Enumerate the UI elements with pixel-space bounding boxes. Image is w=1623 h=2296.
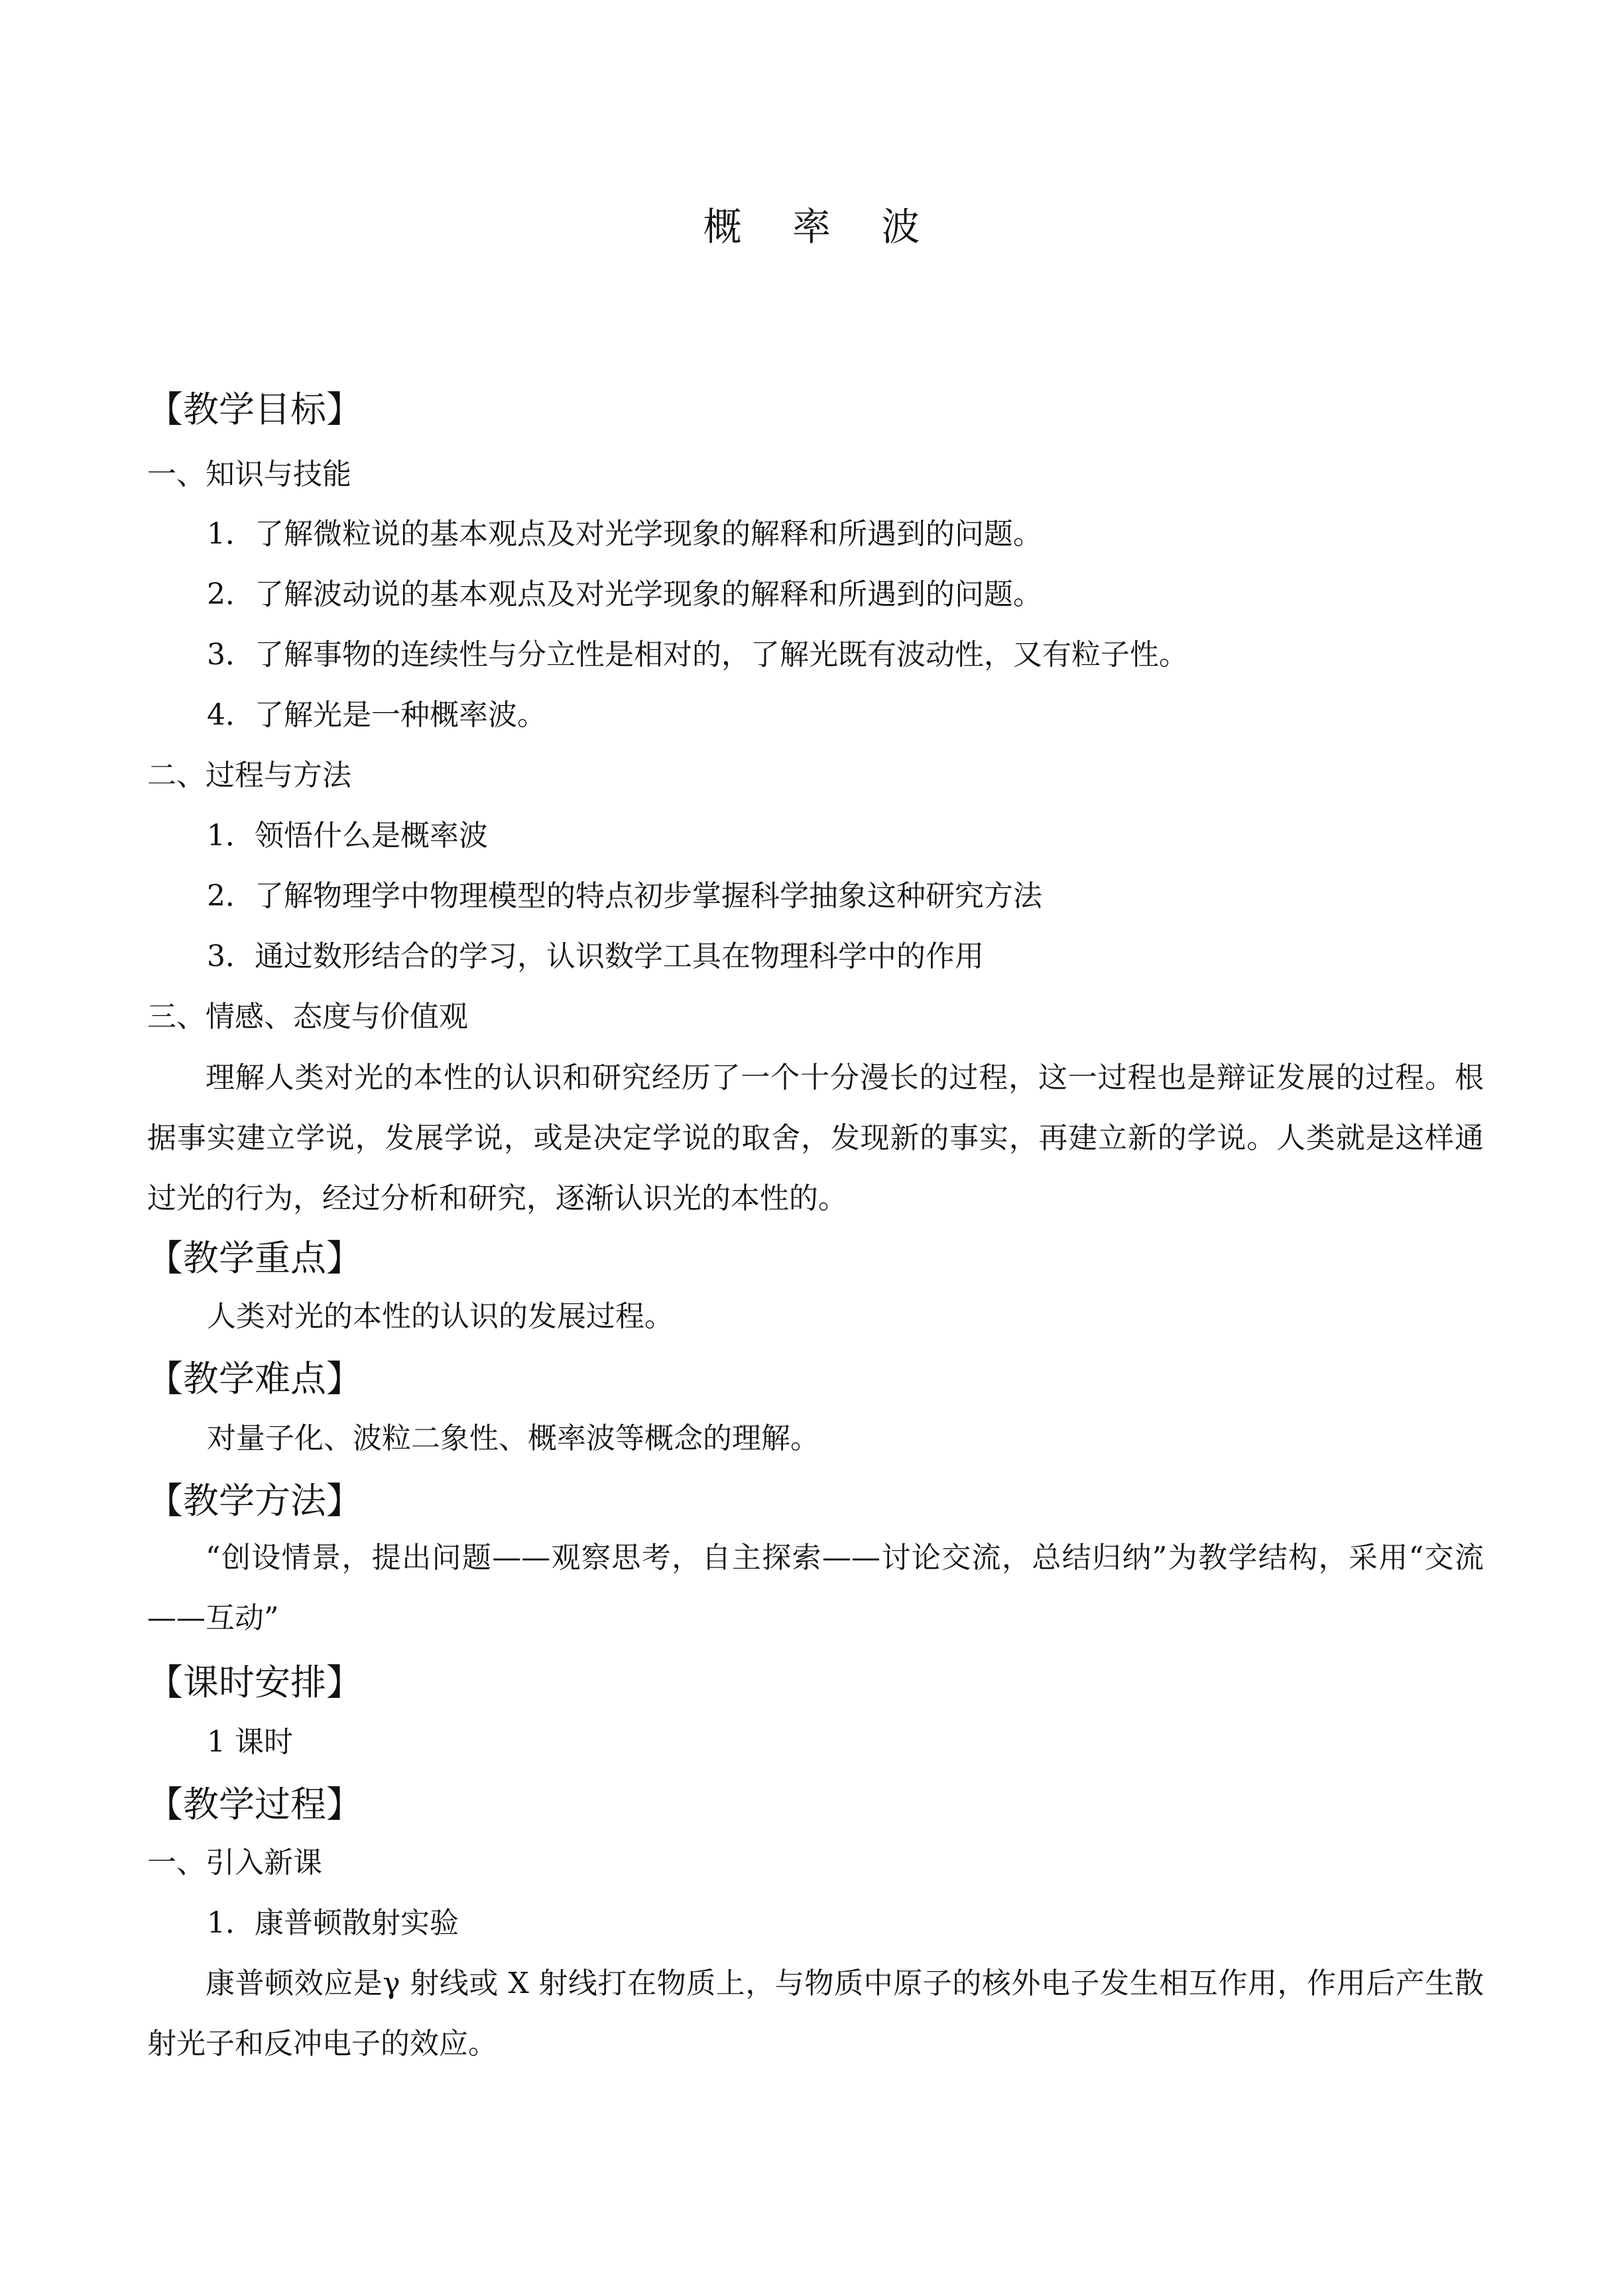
list-item: 3．通过数形结合的学习，认识数学工具在物理科学中的作用 [207, 939, 984, 973]
section-heading-methods: 【教学方法】 [147, 1480, 362, 1522]
list-item: 3．了解事物的连续性与分立性是相对的，了解光既有波动性，又有粒子性。 [207, 638, 1188, 672]
subheading-emotion-values: 三、情感、态度与价值观 [147, 1000, 468, 1034]
list-item: 2．了解物理学中物理模型的特点初步掌握科学抽象这种研究方法 [207, 879, 1042, 913]
paragraph-methods: “创设情景，提出问题——观察思考，自主探索——讨论交流，总结归纳”为教学结构，采用“交流——互动” [147, 1541, 1484, 1635]
subheading-knowledge-skills: 一、知识与技能 [147, 457, 351, 491]
subheading-introduction: 一、引入新课 [147, 1846, 322, 1880]
section-heading-schedule: 【课时安排】 [147, 1662, 362, 1703]
subheading-process-methods: 二、过程与方法 [147, 758, 351, 792]
list-item: 1．康普顿散射实验 [207, 1906, 459, 1940]
paragraph-values: 理解人类对光的本性的认识和研究经历了一个十分漫长的过程，这一过程也是辩证发展的过程。根据事实建立学说，发展学说，或是决定学说的取舍，发现新的事实，再建立新的学说。人类就是这样通过光的行为，经过分析和研究，逐渐认识光的本性的。 [147, 1061, 1484, 1215]
difficulties-text: 对量子化、波粒二象性、概率波等概念的理解。 [207, 1421, 819, 1455]
key-points-text: 人类对光的本性的认识的发展过程。 [207, 1299, 674, 1333]
section-heading-difficulties: 【教学难点】 [147, 1358, 362, 1400]
section-heading-objectives: 【教学目标】 [147, 389, 362, 430]
list-item: 1．领悟什么是概率波 [207, 819, 488, 853]
list-item: 2．了解波动说的基本观点及对光学现象的解释和所遇到的问题。 [207, 577, 1042, 611]
schedule-text: 1 课时 [207, 1725, 293, 1759]
page-title: 概 率 波 [703, 204, 939, 249]
section-heading-teaching-process: 【教学过程】 [147, 1783, 362, 1825]
paragraph-compton: 康普顿效应是γ 射线或 X 射线打在物质上，与物质中原子的核外电子发生相互作用，作用后产生散射光子和反冲电子的效应。 [147, 1966, 1484, 2061]
list-item: 4．了解光是一种概率波。 [207, 698, 546, 732]
section-heading-key-points: 【教学重点】 [147, 1237, 362, 1279]
list-item: 1．了解微粒说的基本观点及对光学现象的解释和所遇到的问题。 [207, 517, 1042, 551]
